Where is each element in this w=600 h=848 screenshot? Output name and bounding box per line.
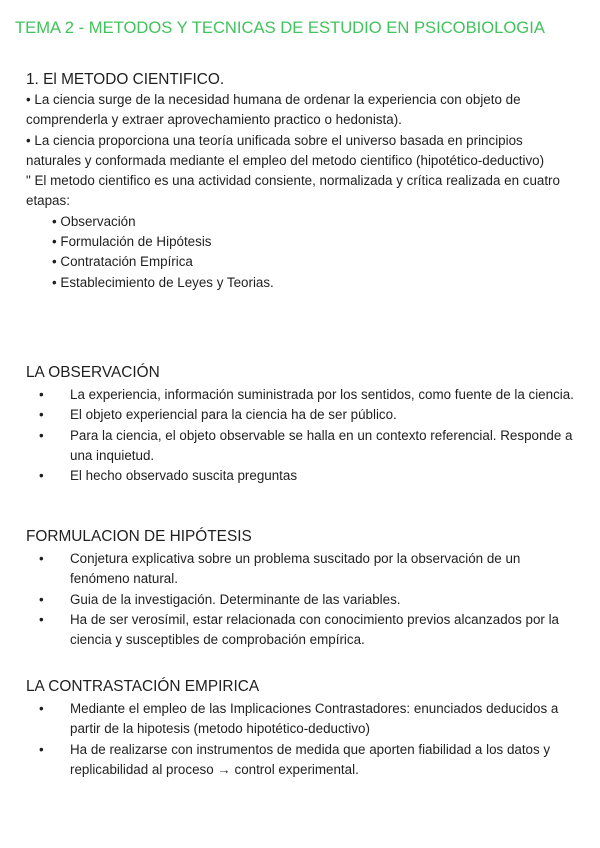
section-contrastacion-empirica	[26, 677, 576, 780]
list-item: • Contratación Empírica	[52, 254, 193, 270]
list-item: • Observación	[52, 213, 136, 229]
document-title: TEMA 2 - METODOS Y TECNICAS DE ESTUDIO EN PSICOBIOLOGIA	[15, 18, 545, 37]
bullet-list	[26, 699, 576, 780]
bullet: •	[39, 701, 44, 716]
bullet: •	[39, 407, 44, 423]
bullet-list	[26, 549, 576, 650]
bullet: •	[39, 611, 44, 627]
list-item: • El hecho observado suscita preguntas	[26, 466, 576, 486]
section-heading: LA CONTRASTACIÓN EMPIRICA	[26, 678, 260, 695]
section-observacion	[26, 363, 576, 486]
section-heading: FORMULACION DE HIPÓTESIS	[26, 528, 252, 545]
bullet: •	[39, 427, 44, 443]
bullet: •	[39, 468, 44, 484]
list-item: • Guia de la investigación. Determinante de las variables.	[26, 590, 576, 610]
paragraph: • La ciencia surge de la necesidad humana de ordenar la experiencia con objeto de comprenderla y extraer aprovechamiento practico o hedonista).	[26, 92, 521, 128]
list-item: • Para la ciencia, el objeto observable se halla en un contexto referencial. Responde a una inquietud.	[39, 427, 573, 463]
list-item: • Mediante el empleo de las Implicaciones Contrastadores: enunciados deducidos a partir de la hipotesis (metodo hipotético-deductivo)	[39, 701, 559, 737]
paragraph: " El metodo cientifico es una actividad consiente, normalizada y crítica realizada en cuatro etapas:	[26, 173, 560, 209]
stages-list	[26, 212, 576, 293]
bullet: •	[39, 741, 44, 757]
bullet: •	[39, 387, 44, 402]
list-item: • Formulación de Hipótesis	[52, 234, 212, 250]
section-formulacion-hipotesis	[26, 527, 576, 650]
paragraph: naturales y conformada mediante el empleo del metodo cientifico (hipotético-deductivo)	[26, 152, 545, 168]
list-item: • Ha de realizarse con instrumentos de medida que aporten fiabilidad a los datos y replicabilidad al proceso → control experimental.	[39, 741, 551, 777]
list-item: • La experiencia, información suministrada por los sentidos, como fuente de la ciencia.	[26, 385, 576, 405]
bullet: •	[39, 551, 44, 566]
bullet: •	[39, 591, 44, 607]
section-metodo-cientifico	[26, 70, 576, 293]
section-heading: 1. El METODO CIENTIFICO.	[26, 71, 225, 88]
list-item: • Conjetura explicativa sobre un problema suscitado por la observación de un fenómeno natural.	[39, 551, 521, 587]
paragraph: • La ciencia proporciona una teoría unificada sobre el universo basada en principios	[26, 132, 523, 148]
bullet-list	[26, 385, 576, 486]
list-item: • Ha de ser verosímil, estar relacionada con conocimiento previos alcanzados por la ciencia y susceptibles de comprobación empírica.	[39, 611, 560, 648]
section-heading: LA OBSERVACIÓN	[26, 364, 160, 381]
list-item: • El objeto experiencial para la ciencia ha de ser público.	[26, 405, 576, 425]
list-item: • Establecimiento de Leyes y Teorias.	[52, 274, 274, 290]
